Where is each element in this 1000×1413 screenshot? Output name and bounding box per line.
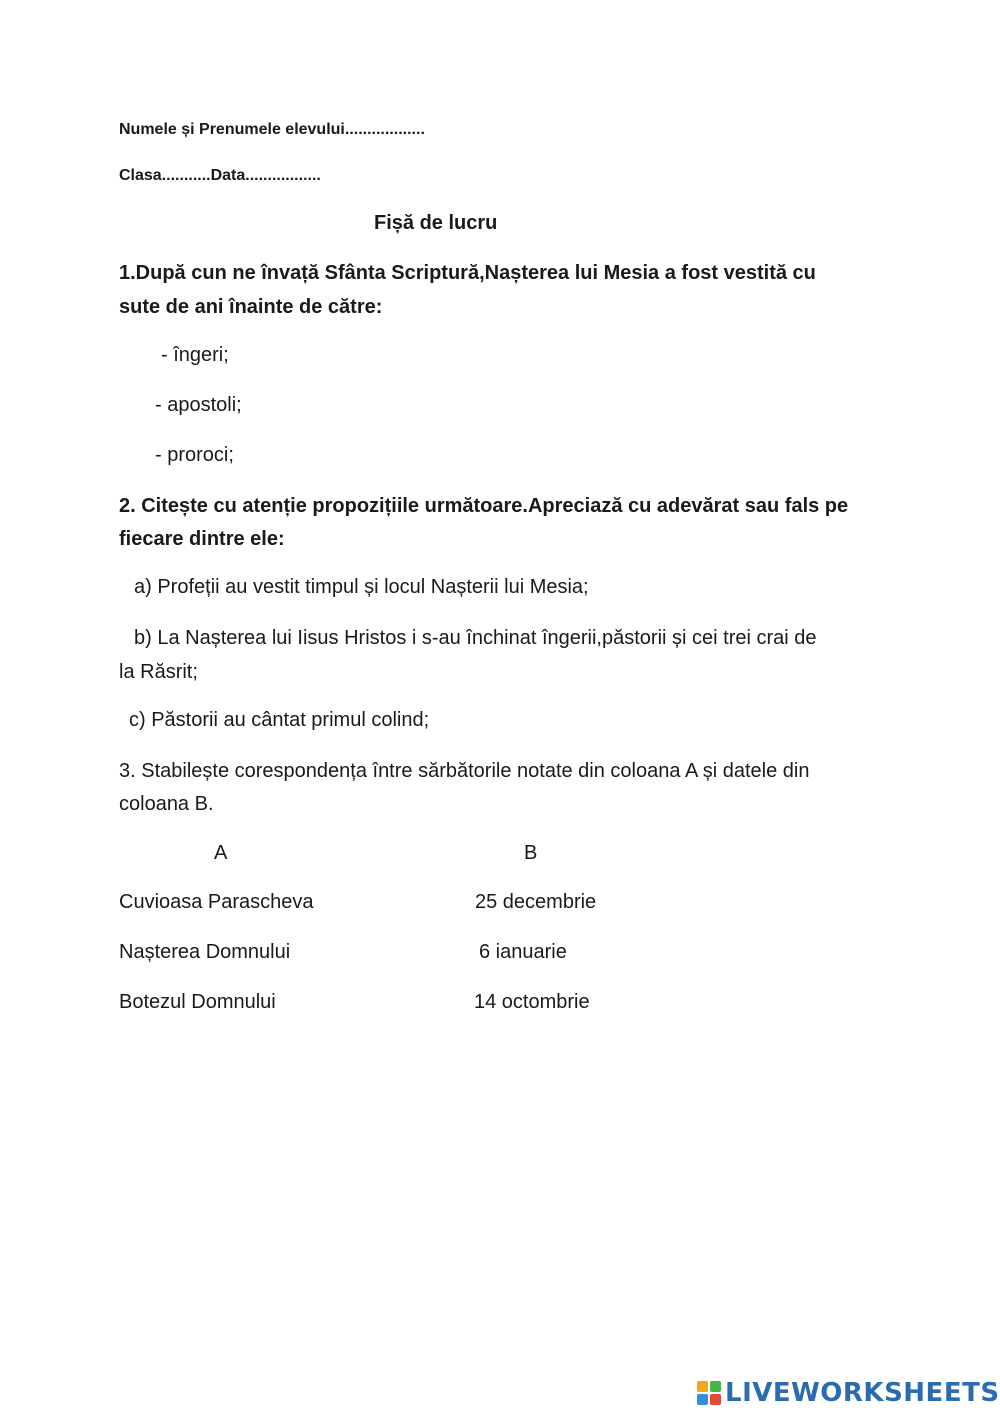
question-2-statement-c: c) Păstorii au cântat primul colind;	[129, 709, 430, 731]
question-2-line-2: fiecare dintre ele:	[119, 528, 285, 550]
liveworksheets-logo-icon	[697, 1381, 721, 1405]
question-1-option: - apostoli;	[155, 394, 242, 416]
column-b-item: 25 decembrie	[475, 891, 597, 913]
liveworksheets-logo-text: LIVEWORKSHEETS	[725, 1378, 1000, 1408]
question-2-statement-a: a) Profeții au vestit timpul și locul Nașterii lui Mesia;	[134, 576, 589, 598]
question-2-line-1: 2. Citește cu atenție propozițiile următoare.Apreciază cu adevărat sau fals pe	[119, 495, 849, 517]
question-1-option: - proroci;	[155, 444, 234, 466]
question-3-line-2: coloana B.	[119, 793, 214, 815]
question-1-option: - îngeri;	[161, 344, 229, 366]
column-b-item: 6 ianuarie	[479, 941, 567, 963]
student-name-line: Numele și Prenumele elevului..................	[119, 121, 425, 138]
class-date-line: Clasa...........Data.................	[119, 167, 321, 184]
question-2-statement-b-line-2: la Răsrit;	[119, 661, 198, 683]
question-1-line-1: 1.După cun ne învață Sfânta Scriptură,Nașterea lui Mesia a fost vestită cu	[119, 262, 816, 284]
question-2-statement-b-line-1: b) La Nașterea lui Iisus Hristos i s-au închinat îngerii,păstorii și cei trei crai de	[134, 627, 817, 649]
column-a-item: Nașterea Domnului	[119, 941, 291, 963]
column-b-header: B	[524, 842, 538, 864]
column-b-item: 14 octombrie	[474, 991, 590, 1013]
column-a-header: A	[214, 842, 228, 864]
question-3-line-1: 3. Stabilește corespondența între sărbătorile notate din coloana A și datele din	[119, 760, 810, 782]
liveworksheets-logo[interactable]	[697, 1378, 1000, 1408]
column-a-item: Botezul Domnului	[119, 991, 276, 1013]
question-1-line-2: sute de ani înainte de către:	[119, 296, 383, 318]
column-a-item: Cuvioasa Parascheva	[119, 891, 314, 913]
page-title: Fișă de lucru	[374, 212, 498, 234]
